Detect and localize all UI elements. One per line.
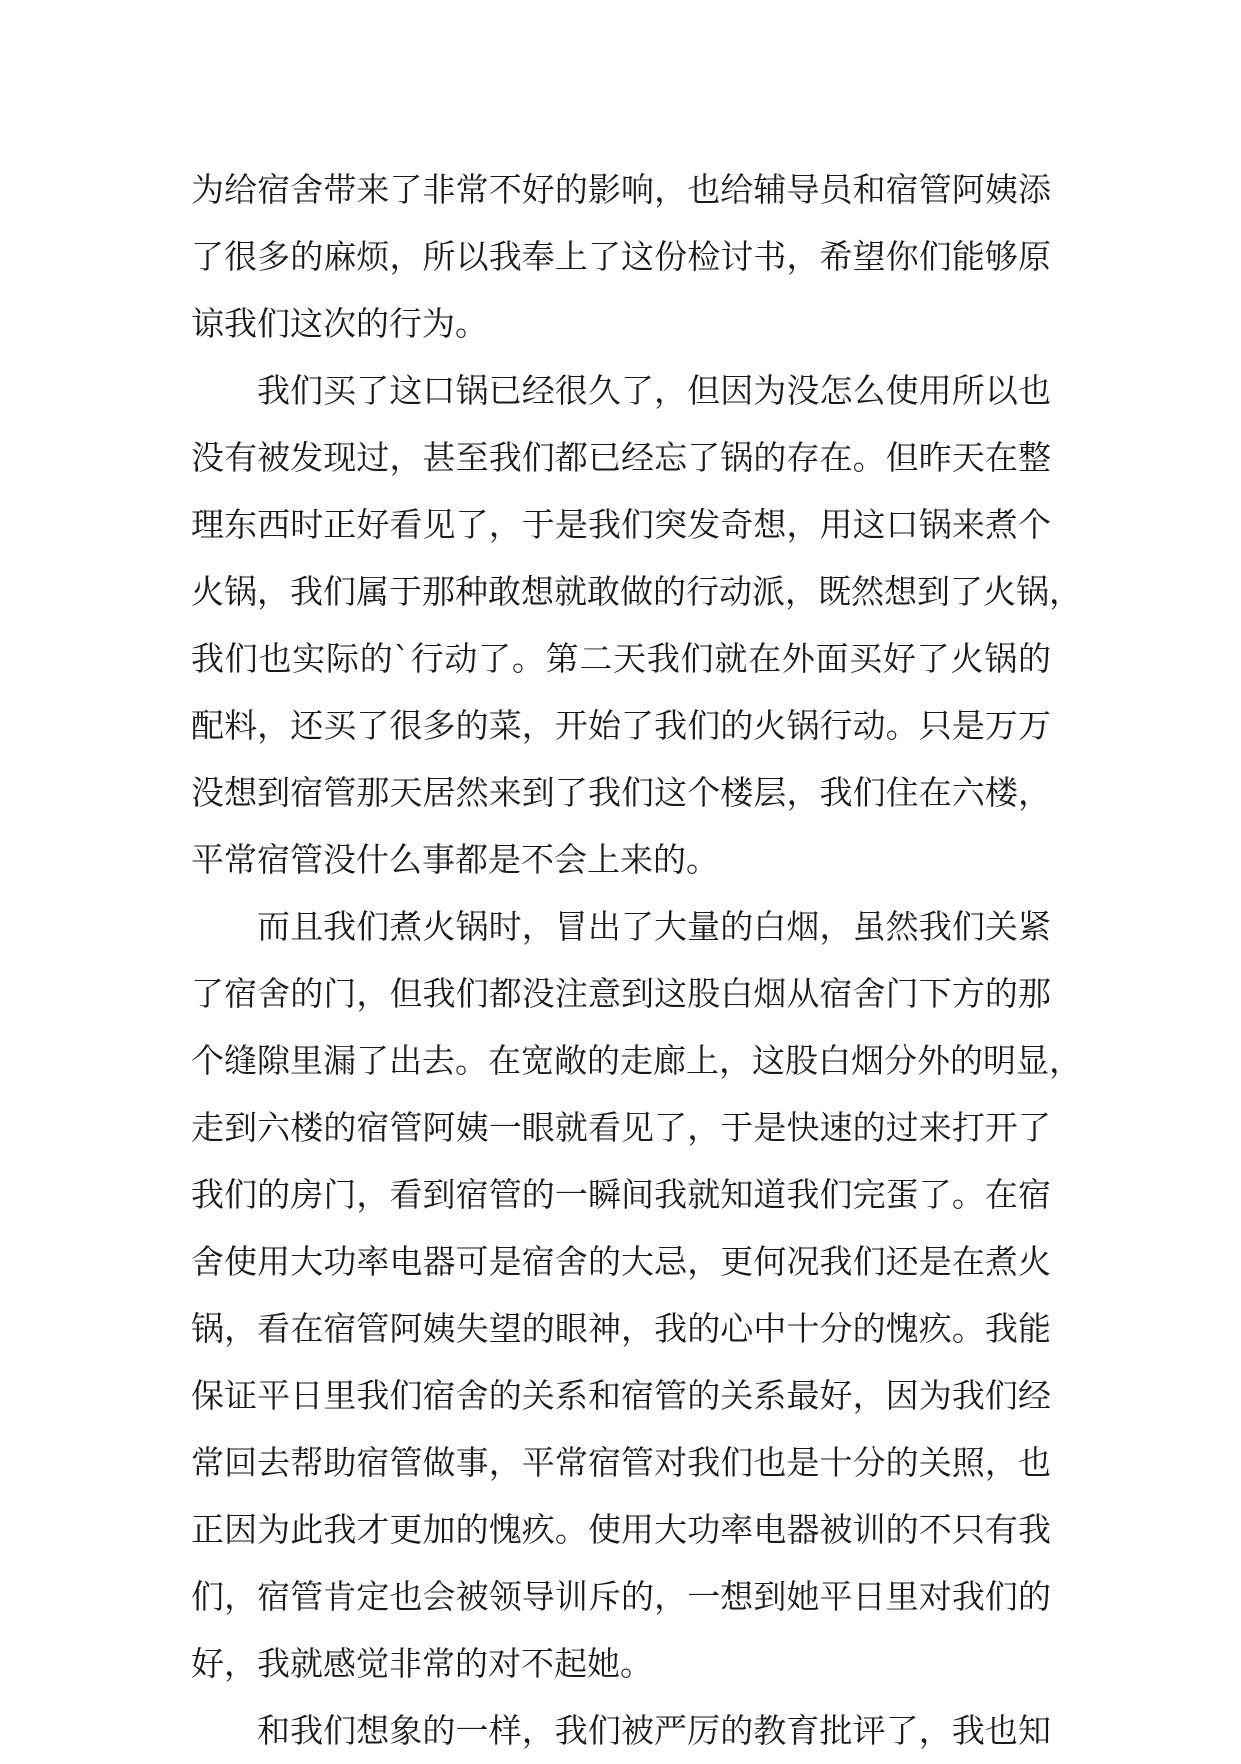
body-text — [191, 156, 1082, 1764]
text-line: 没有被发现过，甚至我们都已经忘了锅的存在。但昨天在整 — [191, 438, 1051, 477]
text-line: 我们也实际的`行动了。第二天我们就在外面买好了火锅的 — [191, 639, 1051, 678]
text-line: 好，我就感觉非常的对不起她。 — [191, 1644, 653, 1683]
text-line: 为给宿舍带来了非常不好的影响，也给辅导员和宿管阿姨添 — [191, 170, 1051, 209]
text-line: 正因为此我才更加的愧疚。使用大功率电器被训的不只有我 — [191, 1510, 1051, 1549]
text-line: 而且我们煮火锅时，冒出了大量的白烟，虽然我们关紧 — [257, 907, 1051, 946]
text-line: 火锅，我们属于那种敢想就敢做的行动派，既然想到了火锅， — [191, 572, 1082, 611]
text-line: 走到六楼的宿管阿姨一眼就看见了，于是快速的过来打开了 — [191, 1108, 1051, 1147]
text-line: 和我们想象的一样，我们被严厉的教育批评了，我也知 — [257, 1711, 1051, 1750]
text-line: 锅，看在宿管阿姨失望的眼神，我的心中十分的愧疚。我能 — [191, 1309, 1051, 1348]
text-line: 舍使用大功率电器可是宿舍的大忌，更何况我们还是在煮火 — [191, 1242, 1051, 1281]
text-line: 没想到宿管那天居然来到了我们这个楼层，我们住在六楼， — [191, 773, 1051, 812]
text-line: 配料，还买了很多的菜，开始了我们的火锅行动。只是万万 — [191, 706, 1051, 745]
text-line: 我们买了这口锅已经很久了，但因为没怎么使用所以也 — [257, 371, 1051, 410]
text-line: 谅我们这次的行为。 — [191, 304, 488, 343]
text-line: 平常宿管没什么事都是不会上来的。 — [191, 840, 719, 879]
text-line: 了很多的麻烦，所以我奉上了这份检讨书，希望你们能够原 — [191, 237, 1051, 276]
text-line: 常回去帮助宿管做事，平常宿管对我们也是十分的关照，也 — [191, 1443, 1051, 1482]
text-line: 我们的房门，看到宿管的一瞬间我就知道我们完蛋了。在宿 — [191, 1175, 1051, 1214]
text-line: 了宿舍的门，但我们都没注意到这股白烟从宿舍门下方的那 — [191, 974, 1051, 1013]
text-line: 们，宿管肯定也会被领导训斥的，一想到她平日里对我们的 — [191, 1577, 1051, 1616]
text-line: 理东西时正好看见了，于是我们突发奇想，用这口锅来煮个 — [191, 505, 1051, 544]
text-line: 保证平日里我们宿舍的关系和宿管的关系最好，因为我们经 — [191, 1376, 1051, 1415]
text-line: 个缝隙里漏了出去。在宽敞的走廊上，这股白烟分外的明显， — [191, 1041, 1082, 1080]
